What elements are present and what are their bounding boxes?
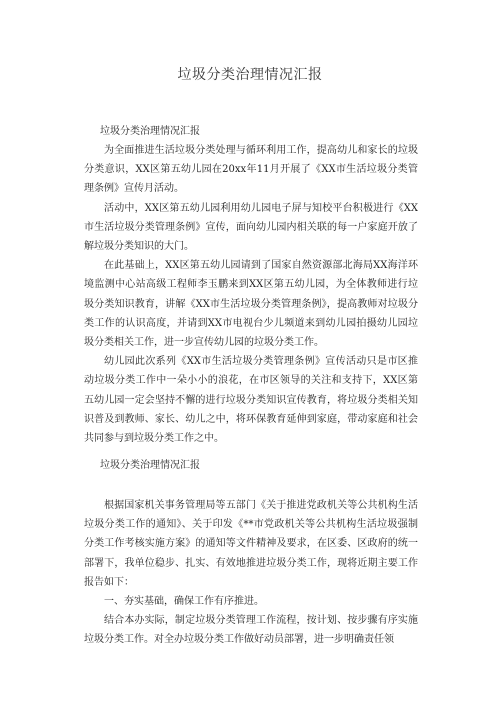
section-1-paragraph-1: 为全面推进生活垃圾分类处理与循环利用工作，提高幼儿和家长的垃圾分类意识，XX区第五幼儿园在20xx年11月开展了《XX市生活垃圾分类管理条例》宣传月活动。 xyxy=(84,145,418,195)
document-title: 垃圾分类治理情况汇报 xyxy=(177,67,323,83)
section-2-paragraph-3: 结合本办实际，制定垃圾分类管理工作流程，按计划、按步骤有序实施垃圾分类工作。对全办垃圾分类工作做好动员部署，进一步明确责任领 xyxy=(84,615,418,646)
section-1-paragraph-4: 幼儿园此次系列《XX市生活垃圾分类管理条例》宣传活动只是市区推动垃圾分类工作中一朵小小的浪花，在市区领导的关注和支持下，XX区第五幼儿园一定会坚持不懈的进行垃圾分类知识宣传教育，将垃圾分类相关知识普及到教师、家长、幼儿之中，将环保教育延伸到家庭，带动家庭和社会共同参与到垃圾分类工作之中。 xyxy=(84,356,418,445)
section-1-paragraph-2: 活动中，XX区第五幼儿园利用幼儿园电子屏与知校平台积极进行《XX市生活垃圾分类管理条例》宣传，面向幼儿园内相关联的每一户家庭开放了解垃圾分类知识的大门。 xyxy=(84,202,418,253)
section-1-heading: 垃圾分类治理情况汇报 xyxy=(100,126,200,137)
section-2-heading: 垃圾分类治理情况汇报 xyxy=(100,460,200,471)
section-2-paragraph-2: 一、夯实基础，确保工作有序推进。 xyxy=(104,596,264,608)
section-1-paragraph-3: 在此基础上，XX区第五幼儿园请到了国家自然资源部北海局XX海洋环境监测中心站高级工程师李玉鹏来到XX区第五幼儿园，为全体教师进行垃圾分类知识教育，讲解《XX市生活垃圾分类管理条例》，提高教师对垃圾分类工作的认识高度，并请到XX市电视台少儿频道来到幼儿园拍摄幼儿园垃圾分类相关工作，进一步宣传幼儿园的垃圾分类工作。 xyxy=(84,260,418,349)
section-2 xyxy=(84,456,418,650)
section-2-paragraph-1: 根据国家机关事务管理局等五部门《关于推进党政机关等公共机构生活垃圾分类工作的通知》、关于印发《**市党政机关等公共机构生活垃圾强制分类工作考核实施方案》的通知等文件精神及要求，在区委、区政府的统一部署下，我单位稳步、扎实、有效地推进垃圾分类工作，现将近期主要工作报告如下： xyxy=(84,500,418,588)
section-1 xyxy=(84,122,418,448)
